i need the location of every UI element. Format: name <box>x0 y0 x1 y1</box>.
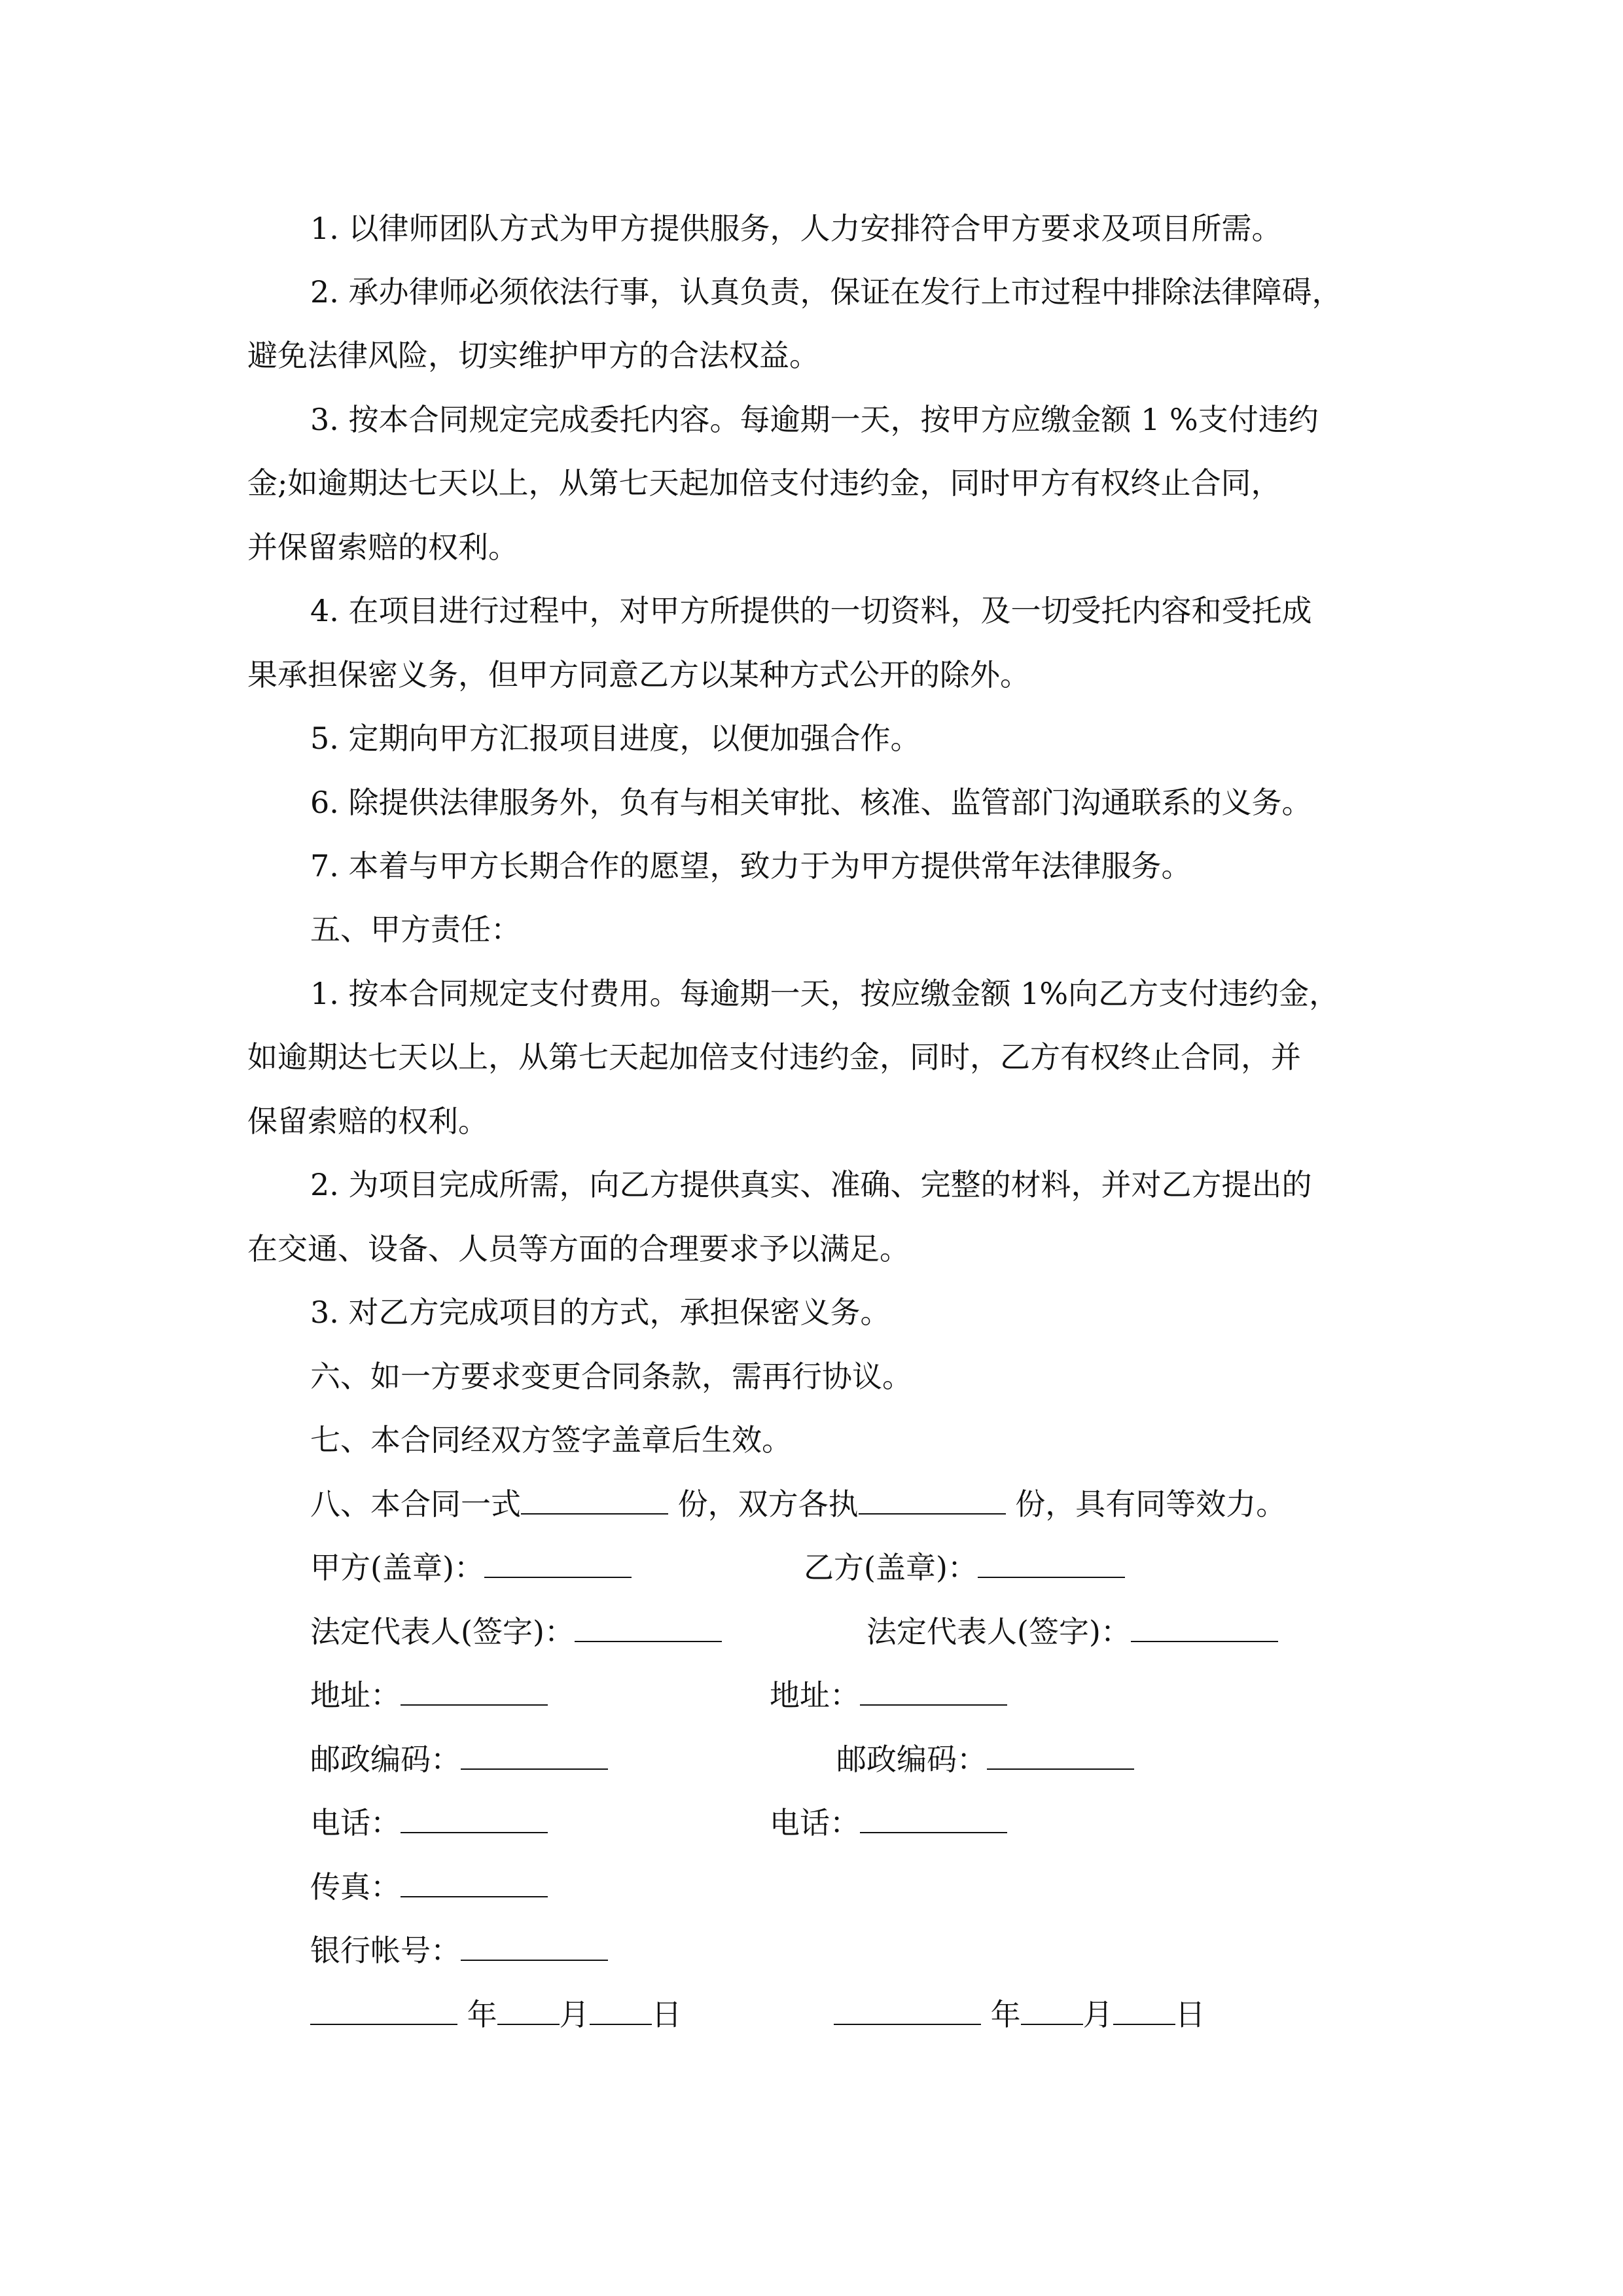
party-b-rep-label: 法定代表人(签字)： <box>866 1614 1131 1649</box>
party-b-postcode-blank[interactable] <box>987 1740 1134 1770</box>
party-a-month-blank[interactable] <box>497 1995 560 2025</box>
party-b-seal <box>804 1548 1125 1587</box>
party-b-address-blank[interactable] <box>860 1676 1007 1706</box>
text-line: 金;如逾期达七天以上，从第七天起加倍支付违约金，同时甲方有权终止合同， <box>247 465 1281 501</box>
party-a-postcode-blank[interactable] <box>461 1740 608 1770</box>
text-line: 3. 对乙方完成项目的方式，承担保密义务。 <box>310 1295 891 1330</box>
party-a-rep-blank[interactable] <box>575 1612 722 1642</box>
text-line: 3. 按本合同规定完成委托内容。每逾期一天，按甲方应缴金额 1 %支付违约 <box>310 402 1319 437</box>
party-a-address-blank[interactable] <box>401 1676 548 1706</box>
party-b-day-blank[interactable] <box>1113 1995 1175 2025</box>
party-a-rep-label: 法定代表人(签字)： <box>310 1614 575 1649</box>
text-line: 1. 按本合同规定支付费用。每逾期一天，按应缴金额 1%向乙方支付违约金， <box>310 976 1340 1011</box>
party-b-seal-label: 乙方(盖章)： <box>804 1550 978 1585</box>
text-line: 在交通、设备、人员等方面的合理要求予以满足。 <box>247 1231 910 1266</box>
month-label: 月 <box>1082 1997 1113 2032</box>
party-a-date <box>310 1995 682 2034</box>
text-line: 6. 除提供法律服务外，负有与相关审批、核准、监管部门沟通联系的义务。 <box>310 785 1312 820</box>
party-b-address-label: 地址： <box>770 1677 860 1713</box>
clause-copies-text-2: 份，双方各执 <box>677 1486 859 1522</box>
party-b-year-blank[interactable] <box>834 1995 981 2025</box>
party-b-phone-label: 电话： <box>770 1805 860 1840</box>
text-line: 保留索赔的权利。 <box>247 1103 488 1139</box>
party-b-postcode <box>836 1740 1134 1779</box>
text-line: 并保留索赔的权利。 <box>247 529 518 565</box>
year-label: 年 <box>990 1997 1021 2032</box>
text-line: 如逾期达七天以上，从第七天起加倍支付违约金，同时，乙方有权终止合同，并 <box>247 1039 1301 1075</box>
text-line: 2. 为项目完成所需，向乙方提供真实、准确、完整的材料，并对乙方提出的 <box>310 1167 1312 1202</box>
party-a-phone <box>310 1803 548 1842</box>
party-a-postcode-label: 邮政编码： <box>310 1742 461 1777</box>
party-b-seal-blank[interactable] <box>978 1548 1125 1578</box>
section-heading: 六、如一方要求变更合同条款，需再行协议。 <box>310 1359 912 1394</box>
text-line: 5. 定期向甲方汇报项目进度，以便加强合作。 <box>310 721 921 756</box>
section-heading: 五、甲方责任： <box>310 912 521 947</box>
text-line: 7. 本着与甲方长期合作的愿望，致力于为甲方提供常年法律服务。 <box>310 848 1192 884</box>
party-b-rep-blank[interactable] <box>1131 1612 1278 1642</box>
month-label: 月 <box>559 1997 590 2032</box>
year-label: 年 <box>467 1997 497 2032</box>
party-a-rep <box>310 1612 722 1651</box>
day-label: 日 <box>651 1997 682 2032</box>
party-a-postcode <box>310 1740 608 1779</box>
party-b-address <box>770 1676 1007 1715</box>
text-line: 避免法律风险，切实维护甲方的合法权益。 <box>247 338 819 373</box>
party-a-fax-label: 传真： <box>310 1869 401 1905</box>
text-line: 1. 以律师团队方式为甲方提供服务，人力安排符合甲方要求及项目所需。 <box>310 211 1282 246</box>
text-line: 4. 在项目进行过程中，对甲方所提供的一切资料，及一切受托内容和受托成 <box>310 593 1312 628</box>
party-a-fax <box>310 1867 548 1907</box>
party-a-phone-label: 电话： <box>310 1805 401 1840</box>
section-heading: 七、本合同经双方签字盖章后生效。 <box>310 1422 792 1458</box>
party-a-phone-blank[interactable] <box>401 1803 548 1833</box>
party-a-year-blank[interactable] <box>310 1995 457 2025</box>
party-a-day-blank[interactable] <box>590 1995 652 2025</box>
clause-copies-text-1: 八、本合同一式 <box>310 1486 521 1522</box>
copies-total-blank[interactable] <box>521 1484 668 1515</box>
party-b-rep <box>866 1612 1278 1651</box>
party-b-phone <box>770 1803 1007 1842</box>
party-a-address-label: 地址： <box>310 1677 401 1713</box>
text-line: 果承担保密义务，但甲方同意乙方以某种方式公开的除外。 <box>247 657 1030 692</box>
party-b-date <box>834 1995 1205 2034</box>
party-a-fax-blank[interactable] <box>401 1867 548 1897</box>
party-a-bank-label: 银行帐号： <box>310 1933 461 1968</box>
copies-each-blank[interactable] <box>859 1484 1006 1515</box>
party-b-phone-blank[interactable] <box>860 1803 1007 1833</box>
party-b-month-blank[interactable] <box>1021 1995 1083 2025</box>
clause-copies <box>310 1484 1462 1524</box>
party-a-seal-blank[interactable] <box>484 1548 632 1578</box>
party-b-postcode-label: 邮政编码： <box>836 1742 987 1777</box>
party-a-seal <box>310 1548 632 1587</box>
party-a-address <box>310 1676 548 1715</box>
party-a-bank-blank[interactable] <box>461 1931 608 1961</box>
day-label: 日 <box>1175 1997 1205 2032</box>
clause-copies-text-3: 份，具有同等效力。 <box>1015 1486 1287 1522</box>
text-line: 2. 承办律师必须依法行事，认真负责，保证在发行上市过程中排除法律障碍， <box>310 274 1342 310</box>
party-a-bank <box>310 1931 608 1970</box>
party-a-seal-label: 甲方(盖章)： <box>310 1550 484 1585</box>
